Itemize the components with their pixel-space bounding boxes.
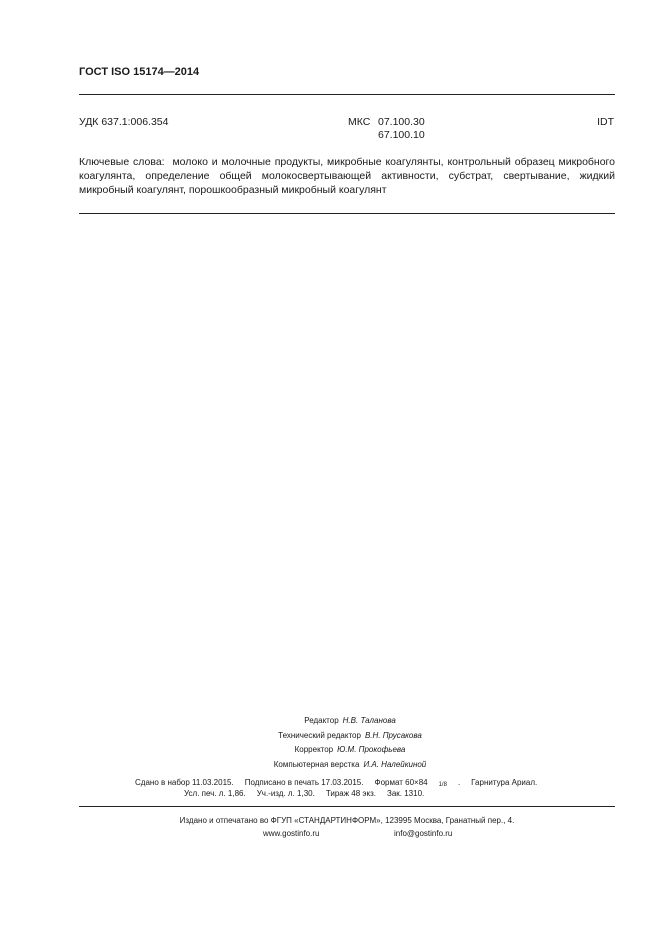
credit-tech-editor [200,729,500,744]
header-divider [79,94,615,95]
print-sheets: Усл. печ. л. 1,86. [184,789,246,798]
typeset-date: Сдано в набор 11.03.2015. [135,778,234,787]
publisher-divider [79,806,615,807]
ics-codes [378,116,425,142]
publ-sheets: Уч.-изд. л. 1,30. [256,789,315,798]
credit-person: В.Н. Прусакова [364,730,422,740]
udc-code: УДК 637.1:006.354 [79,116,169,128]
credit-role: Технический редактор [278,730,361,740]
credits-block [200,714,500,772]
order-number: Зак. 1310. [387,789,425,798]
keywords-label: Ключевые слова: [79,156,165,168]
credit-role: Корректор [294,745,334,754]
keywords-text: молоко и молочные продукты, микробные коагулянты, контрольный образец микробного коагулянта, определение общей молокосвертывающей активности, субстрат, свертывание, жидкий микробный коагулянт, порошкообразный микробный коагулянт [79,156,615,196]
credit-editor [200,714,500,729]
ics-code: 67.100.10 [378,129,425,141]
credit-person: Н.В. Таланова [342,716,396,725]
ics-code: 07.100.30 [378,116,425,128]
keywords-block [79,155,615,197]
credit-person: Ю.М. Прокофьева [337,745,406,754]
credit-person: И.А. Налейкиной [363,759,427,769]
print-info-line-1 [135,778,548,788]
signed-date: Подписано в печать 17.03.2015. [244,778,364,787]
keywords-divider [79,213,615,214]
equivalence-degree: IDT [597,116,614,128]
format-prefix: Формат 60×84 [374,778,428,787]
circulation: Тираж 48 экз. [325,789,376,798]
ics-label: МКС [348,116,371,128]
print-info-line-2 [184,789,435,798]
credit-role: Компьютерная верстка [273,759,360,769]
format-fraction: 1/8 [438,782,447,788]
paper-format: Формат 60×84 1/8 . [374,778,461,788]
credit-role: Редактор [304,716,339,725]
credit-proofreader [200,743,500,758]
standard-number: ГОСТ ISO 15174—2014 [79,66,200,78]
typeface: Гарнитура Ариал. [471,778,538,787]
publisher-line: Издано и отпечатано во ФГУП «СТАНДАРТИНФОРМ», 123995 Москва, Гранатный пер., 4. [179,816,515,825]
credit-layout [200,758,500,773]
publisher-website: www.gostinfo.ru [263,829,320,838]
publisher-email: info@gostinfo.ru [394,829,453,838]
